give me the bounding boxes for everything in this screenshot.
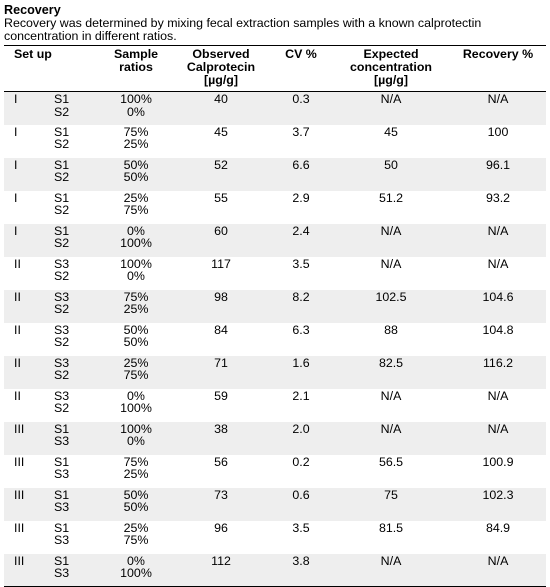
value-observed: 112 [211, 553, 231, 568]
value-s2: S2 [54, 401, 70, 416]
value-recovery: N/A [487, 421, 509, 436]
value-observed: 84 [214, 322, 228, 337]
value-r1: 0% [127, 223, 145, 238]
value-s2: S2 [54, 269, 70, 284]
value-cv: 2.9 [292, 190, 310, 205]
section-title: Recovery [4, 3, 61, 17]
cell-expected [332, 554, 450, 587]
value-setup: I [14, 223, 18, 238]
value-r1: 0% [127, 553, 145, 568]
value-r2: 100% [120, 401, 152, 416]
table-row [4, 92, 546, 125]
table-row [4, 224, 546, 257]
value-r2: 0% [127, 104, 145, 119]
value-r1: 50% [123, 322, 149, 337]
value-s1: S3 [54, 256, 70, 271]
value-expected: 82.5 [378, 355, 404, 370]
table-row [4, 257, 546, 290]
value-setup: III [14, 520, 25, 535]
value-observed: 73 [214, 487, 228, 502]
cell-cv [270, 224, 332, 257]
value-r1: 100% [120, 421, 152, 436]
value-s2: S2 [54, 104, 70, 119]
table-row [4, 389, 546, 422]
value-r1: 100% [120, 92, 152, 106]
value-observed: 38 [214, 421, 228, 436]
cell-ratios [100, 290, 172, 323]
cell-samples [54, 92, 100, 125]
cell-samples [54, 191, 100, 224]
cell-recovery [450, 521, 546, 554]
value-recovery: 102.3 [482, 487, 514, 502]
cell-recovery [450, 191, 546, 224]
header-recovery: Recovery % [450, 46, 546, 92]
cell-recovery [450, 224, 546, 257]
value-observed: 71 [214, 355, 228, 370]
value-r2: 0% [127, 434, 145, 449]
cell-recovery [450, 92, 546, 125]
cell-ratios [100, 455, 172, 488]
cell-ratios [100, 422, 172, 455]
cell-setup [4, 257, 54, 290]
recovery-table [4, 45, 546, 587]
value-s2: S2 [54, 170, 70, 185]
cell-cv [270, 158, 332, 191]
cell-observed [172, 224, 270, 257]
cell-observed [172, 323, 270, 356]
value-setup: III [14, 553, 25, 568]
cell-observed [172, 389, 270, 422]
cell-observed [172, 488, 270, 521]
cell-setup [4, 554, 54, 587]
cell-samples [54, 224, 100, 257]
value-recovery: N/A [487, 223, 509, 238]
value-setup: II [14, 322, 21, 337]
cell-cv [270, 125, 332, 158]
value-expected: 75 [384, 487, 398, 502]
cell-setup [4, 356, 54, 389]
value-recovery: N/A [487, 388, 509, 403]
value-recovery: 84.9 [485, 520, 511, 535]
value-expected: 51.2 [378, 190, 404, 205]
cell-expected [332, 389, 450, 422]
intro-paragraph: Recovery was determined by mixing fecal extraction samples with a known calprotectin concentration in different ratios. [4, 16, 482, 43]
table-row [4, 125, 546, 158]
value-r1: 25% [123, 520, 149, 535]
cell-ratios [100, 158, 172, 191]
value-s2: S2 [54, 368, 70, 383]
cell-observed [172, 554, 270, 587]
table-row [4, 488, 546, 521]
cell-observed [172, 158, 270, 191]
value-expected: N/A [380, 421, 402, 436]
cell-ratios [100, 356, 172, 389]
value-setup: II [14, 289, 21, 304]
value-cv: 3.7 [292, 124, 310, 139]
value-s1: S1 [54, 223, 70, 238]
value-s2: S3 [54, 434, 70, 449]
cell-recovery [450, 488, 546, 521]
value-s1: S1 [54, 421, 70, 436]
cell-cv [270, 323, 332, 356]
value-observed: 98 [214, 289, 228, 304]
value-r2: 75% [123, 533, 149, 548]
cell-expected [332, 92, 450, 125]
value-s1: S1 [54, 190, 70, 205]
value-expected: 50 [384, 157, 398, 172]
cell-recovery [450, 389, 546, 422]
value-recovery: 116.2 [482, 355, 514, 370]
value-r2: 50% [123, 170, 149, 185]
header-expected: Expected concentration [µg/g] [332, 46, 450, 92]
cell-observed [172, 125, 270, 158]
value-cv: 3.5 [292, 520, 310, 535]
cell-expected [332, 290, 450, 323]
cell-ratios [100, 488, 172, 521]
cell-setup [4, 488, 54, 521]
cell-cv [270, 257, 332, 290]
cell-cv [270, 422, 332, 455]
value-s1: S3 [54, 388, 70, 403]
value-observed: 59 [214, 388, 228, 403]
value-s1: S1 [54, 92, 70, 106]
value-recovery: N/A [487, 553, 509, 568]
cell-ratios [100, 224, 172, 257]
cell-setup [4, 191, 54, 224]
value-s2: S2 [54, 203, 70, 218]
table-row [4, 290, 546, 323]
cell-setup [4, 323, 54, 356]
cell-cv [270, 554, 332, 587]
value-expected: N/A [380, 256, 402, 271]
value-cv: 1.6 [292, 355, 310, 370]
value-recovery: 100 [487, 124, 509, 139]
value-cv: 2.4 [292, 223, 310, 238]
header-cv: CV % [270, 46, 332, 92]
value-cv: 0.3 [292, 92, 310, 106]
cell-expected [332, 158, 450, 191]
cell-setup [4, 389, 54, 422]
value-s2: S3 [54, 500, 70, 515]
value-observed: 52 [214, 157, 228, 172]
cell-expected [332, 356, 450, 389]
cell-observed [172, 257, 270, 290]
value-s2: S2 [54, 236, 70, 251]
header-observed: Observed Calprotecin [µg/g] [172, 46, 270, 92]
value-recovery: N/A [487, 92, 509, 106]
value-s1: S1 [54, 157, 70, 172]
cell-setup [4, 92, 54, 125]
value-s2: S2 [54, 137, 70, 152]
cell-recovery [450, 125, 546, 158]
cell-recovery [450, 455, 546, 488]
value-cv: 8.2 [292, 289, 310, 304]
cell-setup [4, 455, 54, 488]
cell-expected [332, 125, 450, 158]
cell-expected [332, 521, 450, 554]
value-observed: 45 [214, 124, 228, 139]
cell-expected [332, 323, 450, 356]
value-observed: 55 [214, 190, 228, 205]
value-cv: 0.6 [292, 487, 310, 502]
value-recovery: 93.2 [485, 190, 511, 205]
cell-samples [54, 290, 100, 323]
cell-ratios [100, 521, 172, 554]
value-setup: I [14, 157, 18, 172]
value-expected: N/A [380, 92, 402, 106]
value-cv: 3.5 [292, 256, 310, 271]
cell-ratios [100, 191, 172, 224]
value-expected: N/A [380, 388, 402, 403]
cell-recovery [450, 422, 546, 455]
cell-samples [54, 488, 100, 521]
value-cv: 6.6 [292, 157, 310, 172]
cell-setup [4, 521, 54, 554]
value-r1: 75% [123, 124, 149, 139]
cell-observed [172, 422, 270, 455]
cell-samples [54, 554, 100, 587]
cell-cv [270, 455, 332, 488]
table-row [4, 356, 546, 389]
cell-ratios [100, 125, 172, 158]
cell-setup [4, 224, 54, 257]
value-r1: 25% [123, 190, 149, 205]
value-s1: S1 [54, 454, 70, 469]
cell-ratios [100, 92, 172, 125]
value-recovery: 100.9 [482, 454, 514, 469]
cell-samples [54, 356, 100, 389]
cell-observed [172, 191, 270, 224]
cell-observed [172, 92, 270, 125]
value-setup: I [14, 92, 18, 106]
cell-cv [270, 92, 332, 125]
cell-samples [54, 422, 100, 455]
cell-setup [4, 290, 54, 323]
value-setup: II [14, 355, 21, 370]
cell-observed [172, 455, 270, 488]
cell-samples [54, 125, 100, 158]
cell-ratios [100, 257, 172, 290]
table-row [4, 455, 546, 488]
cell-observed [172, 356, 270, 389]
value-recovery: 104.8 [482, 322, 514, 337]
value-r2: 25% [123, 302, 149, 317]
value-s2: S2 [54, 335, 70, 350]
cell-expected [332, 422, 450, 455]
cell-observed [172, 521, 270, 554]
header-setup: Set up [4, 46, 100, 92]
value-s1: S1 [54, 520, 70, 535]
table-row [4, 158, 546, 191]
table-body [4, 92, 546, 587]
cell-ratios [100, 554, 172, 587]
value-cv: 6.3 [292, 322, 310, 337]
value-s2: S3 [54, 467, 70, 482]
value-s1: S1 [54, 487, 70, 502]
value-setup: II [14, 256, 21, 271]
cell-ratios [100, 323, 172, 356]
cell-cv [270, 290, 332, 323]
cell-expected [332, 488, 450, 521]
value-setup: III [14, 454, 25, 469]
table-row [4, 554, 546, 587]
cell-samples [54, 257, 100, 290]
value-expected: N/A [380, 223, 402, 238]
value-r2: 75% [123, 368, 149, 383]
value-expected: 81.5 [378, 520, 404, 535]
cell-recovery [450, 554, 546, 587]
value-r2: 50% [123, 500, 149, 515]
value-r2: 25% [123, 467, 149, 482]
cell-samples [54, 389, 100, 422]
cell-recovery [450, 158, 546, 191]
value-r1: 100% [120, 256, 152, 271]
header-row [4, 46, 546, 92]
cell-recovery [450, 323, 546, 356]
value-expected: 56.5 [378, 454, 404, 469]
cell-setup [4, 158, 54, 191]
value-s1: S3 [54, 289, 70, 304]
value-expected: N/A [380, 553, 402, 568]
cell-expected [332, 257, 450, 290]
value-observed: 117 [211, 256, 231, 271]
value-observed: 60 [214, 223, 228, 238]
cell-expected [332, 455, 450, 488]
value-setup: II [14, 388, 21, 403]
cell-cv [270, 521, 332, 554]
value-r1: 25% [123, 355, 149, 370]
cell-samples [54, 323, 100, 356]
cell-cv [270, 389, 332, 422]
value-cv: 2.1 [292, 388, 310, 403]
header-sample-ratios: Sample ratios [100, 46, 172, 92]
value-r1: 50% [123, 487, 149, 502]
value-observed: 96 [214, 520, 228, 535]
cell-samples [54, 158, 100, 191]
cell-expected [332, 191, 450, 224]
cell-samples [54, 521, 100, 554]
value-setup: I [14, 190, 18, 205]
value-setup: I [14, 124, 18, 139]
value-recovery: N/A [487, 256, 509, 271]
value-recovery: 104.6 [482, 289, 514, 304]
cell-ratios [100, 389, 172, 422]
cell-recovery [450, 356, 546, 389]
value-s1: S1 [54, 553, 70, 568]
value-r2: 75% [123, 203, 149, 218]
table-row [4, 323, 546, 356]
table-row [4, 422, 546, 455]
cell-observed [172, 290, 270, 323]
value-r2: 100% [120, 566, 152, 581]
cell-recovery [450, 290, 546, 323]
value-r1: 50% [123, 157, 149, 172]
value-r2: 0% [127, 269, 145, 284]
value-observed: 40 [214, 92, 228, 106]
cell-setup [4, 422, 54, 455]
table-row [4, 521, 546, 554]
value-recovery: 96.1 [485, 157, 511, 172]
cell-cv [270, 356, 332, 389]
table-row [4, 191, 546, 224]
value-cv: 2.0 [292, 421, 310, 436]
value-s1: S1 [54, 124, 70, 139]
value-setup: III [14, 487, 25, 502]
value-r2: 25% [123, 137, 149, 152]
value-s2: S3 [54, 566, 70, 581]
value-s2: S3 [54, 533, 70, 548]
cell-expected [332, 224, 450, 257]
value-r1: 75% [123, 289, 149, 304]
value-expected: 102.5 [375, 289, 407, 304]
value-s2: S2 [54, 302, 70, 317]
value-expected: 45 [384, 124, 398, 139]
value-setup: III [14, 421, 25, 436]
cell-setup [4, 125, 54, 158]
value-observed: 56 [214, 454, 228, 469]
value-r2: 100% [120, 236, 152, 251]
value-r2: 50% [123, 335, 149, 350]
value-cv: 3.8 [292, 553, 310, 568]
cell-cv [270, 191, 332, 224]
value-r1: 75% [123, 454, 149, 469]
cell-recovery [450, 257, 546, 290]
cell-samples [54, 455, 100, 488]
value-r1: 0% [127, 388, 145, 403]
value-cv: 0.2 [292, 454, 310, 469]
value-s1: S3 [54, 355, 70, 370]
cell-cv [270, 488, 332, 521]
value-s1: S3 [54, 322, 70, 337]
value-expected: 88 [384, 322, 398, 337]
